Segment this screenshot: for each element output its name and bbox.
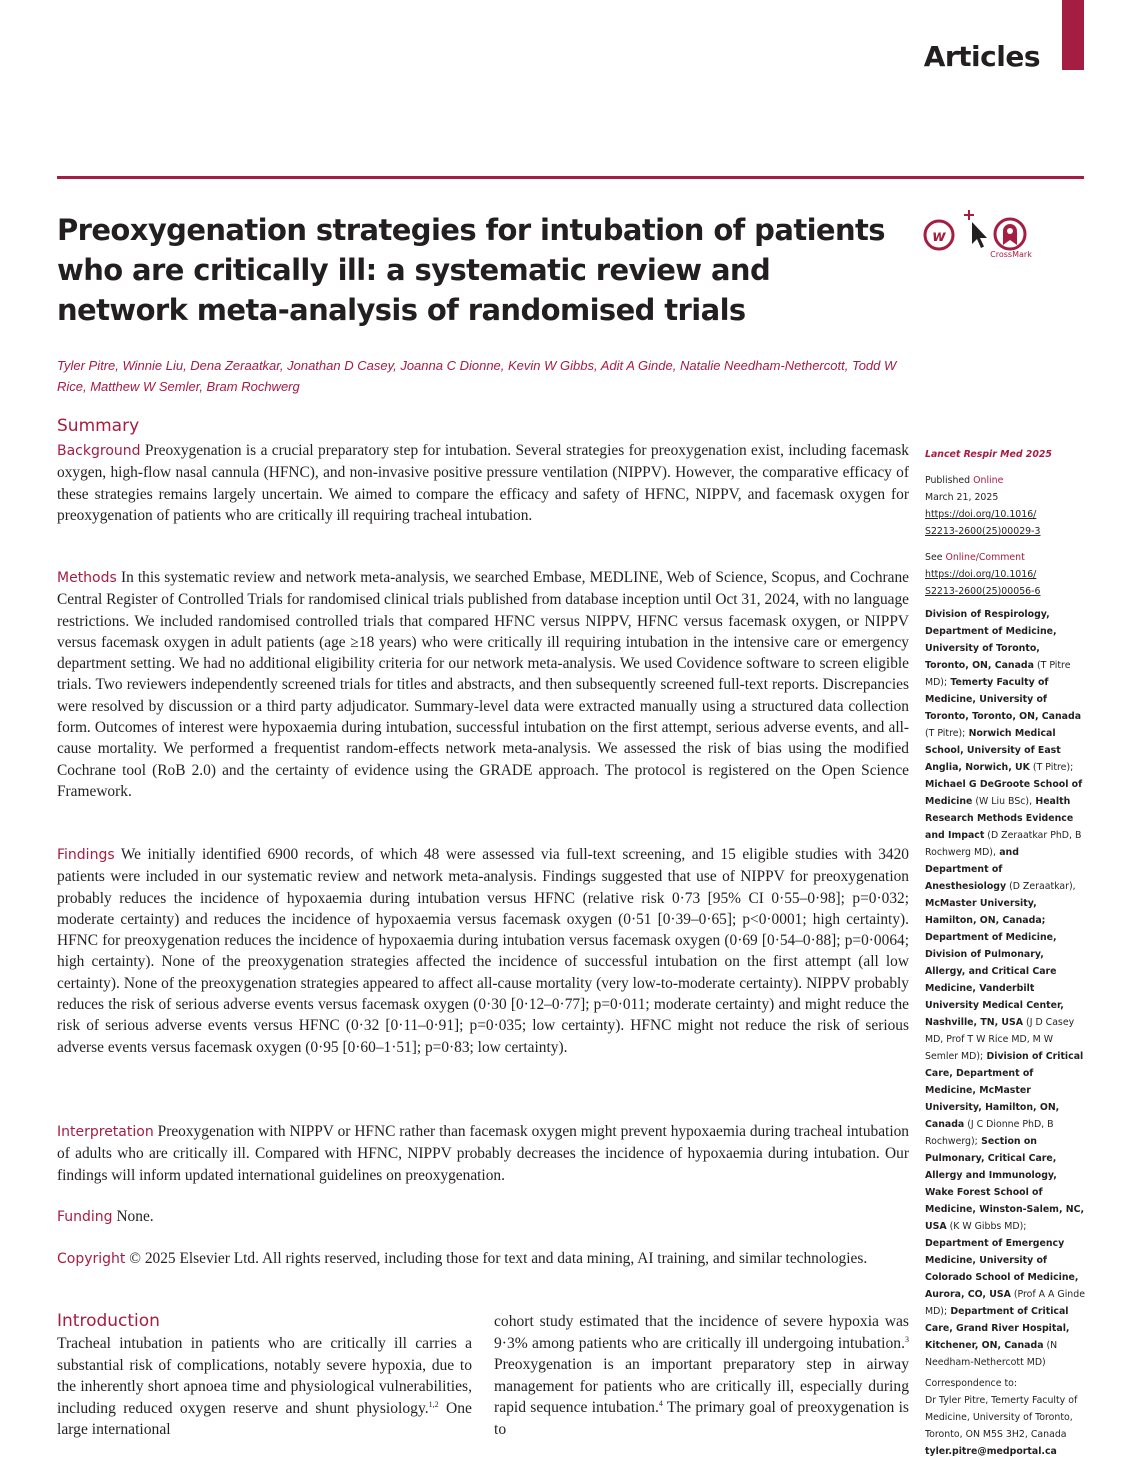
affiliation-authors: (J D Casey MD, Prof T W Rice MD, M W Semler MD); [925, 1017, 1075, 1062]
doi-link-comment[interactable]: https://doi.org/10.1016/ [925, 569, 1037, 580]
affiliation-name: Section on Pulmonary, Critical Care, Allergy and Immunology, Wake Forest School of Medicine, Winston-Salem, NC, USA [925, 1136, 1085, 1232]
doi-link-comment-cont[interactable]: S2213-2600(25)00056-6 [925, 586, 1041, 597]
cursor-icon[interactable] [960, 208, 990, 250]
article-title: Preoxygenation strategies for intubation of patients who are critically ill: a systematic review and network meta-analysis of randomised trials [57, 213, 885, 327]
article-icons [922, 208, 1042, 260]
svg-text:w: w [932, 227, 946, 245]
open-access-icon[interactable] [922, 218, 956, 252]
header-rule [57, 176, 1084, 179]
abstract-copyright [57, 1248, 909, 1270]
affiliation-name: Division of Critical Care, Department of Medicine, McMaster University, Hamilton, ON, Canada [925, 1051, 1084, 1130]
affiliation-authors: (Prof A A Ginde MD); [925, 1289, 1085, 1317]
affiliation-name: McMaster University, Hamilton, ON, Canada; Department of Medicine, Division of Pulmonary, Allergy, and Critical Care Medicine, Vanderbilt University Medical Center, Nashville, TN, USA [925, 898, 1064, 1028]
affiliation-authors: (W Liu BSc), [972, 796, 1033, 807]
findings-label: Findings [57, 847, 115, 863]
affiliation-authors: (D Zeraatkar PhD, B Rochwerg MD), [925, 830, 1082, 858]
journal-citation: Lancet Respir Med 2025 [925, 449, 1052, 460]
published-prefix: Published [925, 475, 974, 486]
copyright-label: Copyright [57, 1251, 126, 1267]
corner-accent-bar [1062, 0, 1084, 70]
affiliation-name: Health Research Methods Evidence and Impact [925, 796, 1074, 841]
intro-text: One large international [57, 1399, 472, 1439]
abstract-findings [57, 844, 909, 1058]
affiliation-authors: (T Pitre MD); [925, 660, 1071, 688]
affiliation-name: Norwich Medical School, University of East Anglia, Norwich, UK [925, 728, 1061, 773]
author-list: Tyler Pitre, Winnie Liu, Dena Zeraatkar, Jonathan D Casey, Joanna C Dionne, Kevin W Gibbs, Adit A Ginde, Natalie Needham-Nethercott, Todd W Rice, Matthew W Semler, Bram Rochwerg [57, 358, 897, 394]
interpretation-label: Interpretation [57, 1124, 154, 1140]
background-label: Background [57, 443, 141, 459]
abstract-methods [57, 567, 909, 802]
affiliation-name: and Department of Anesthesiology [925, 847, 1019, 892]
introduction-heading: Introduction [57, 1311, 160, 1331]
citation-ref[interactable]: 3 [905, 1334, 909, 1344]
see-comment-link[interactable]: Online/Comment [945, 552, 1025, 563]
affiliation-name: Temerty Faculty of Medicine, University of Toronto, Toronto, ON, Canada [925, 677, 1082, 722]
methods-label: Methods [57, 570, 117, 586]
intro-text: Preoxygenation is an important preparatory step in airway management for patients who are critically ill, especially during rapid sequence intubation. [494, 1356, 909, 1417]
intro-column-1 [57, 1333, 472, 1441]
affiliation-authors: (J C Dionne PhD, B Rochwerg); [925, 1119, 1054, 1147]
affiliations [925, 606, 1085, 1371]
affiliation-authors: (N Needham-Nethercott MD) [925, 1340, 1058, 1368]
affiliation-name: Division of Respirology, Department of Medicine, University of Toronto, Toronto, ON, Canada [925, 609, 1057, 671]
doi-link-article-cont[interactable]: S2213-2600(25)00029-3 [925, 526, 1041, 537]
intro-text: Tracheal intubation in patients who are critically ill carries a substantial risk of complications, notably severe hypoxia, due to the inherently short apnoea time and physiological vulnerabilities, including reduced oxygen reserve and shunt physiology. [57, 1335, 472, 1417]
published-date: March 21, 2025 [925, 492, 999, 503]
intro-text: cohort study estimated that the incidence of severe hypoxia was 9·3% among patients who are critically ill undergoing intubation. [494, 1313, 909, 1352]
affiliation-authors: (D Zeraatkar), [1006, 881, 1076, 892]
methods-text: In this systematic review and network meta-analysis, we searched Embase, MEDLINE, Web of Science, Scopus, and Cochrane Central Register of Controlled Trials for randomised clinical trials published from database inception until Oct 31, 2024, with no language restrictions. We included randomised controlled trials that compared HFNC versus NIPPV, HFNC versus facemask oxygen, or NIPPV versus facemask oxygen in adult patients (age ≥18 years) who were critically ill requiring intubation in the intensive care or emergency department setting. We had no additional eligibility criteria for our network meta-analysis. We used Covidence software to screen eligible trials. Two reviewers independently screened trials for titles and abstracts, and then subsequently screened full-text reports. Discrepancies were resolved by discussion or a third party adjudicator. Summary-level data were extracted manually using a structured data collection form. Outcomes of interest were hypoxaemia during intubation, successful intubation on the first attempt, serious adverse events, and all-cause mortality. We performed a frequentist random-effects network meta-analysis. We assessed the risk of bias using the modified Cochrane tool (RoB 2.0) and the certainty of evidence using the GRADE approach. The protocol is registered on the Open Science Framework. [57, 569, 909, 800]
affiliation-name: Department of Critical Care, Grand River Hospital, Kitchener, ON, Canada [925, 1306, 1070, 1351]
abstract-interpretation [57, 1121, 909, 1186]
correspondence-email[interactable]: tyler.pitre@medportal.ca [925, 1446, 1057, 1457]
copyright-text: © 2025 Elsevier Ltd. All rights reserved, including those for text and data mining, AI training, and similar technologies. [129, 1250, 868, 1267]
see-prefix: See [925, 552, 946, 563]
summary-heading: Summary [57, 416, 140, 436]
sidebar-notes [925, 446, 1085, 1460]
affiliation-authors: (K W Gibbs MD); [946, 1221, 1027, 1232]
affiliation-name: Department of Emergency Medicine, University of Colorado School of Medicine, Aurora, CO, USA [925, 1238, 1079, 1300]
findings-text: We initially identified 6900 records, of which 48 were assessed via full-text screening, and 15 eligible studies with 3420 patients were included in our systematic review and network meta-analysis. Findings suggested that use of NIPPV for preoxygenation probably reduces the incidence of hypoxaemia during intubation versus HFNC (relative risk 0·73 [95% CI 0·55–0·98]; p=0·032; moderate certainty) and reduces the incidence of hypoxaemia versus facemask oxygen (0·51 [0·39–0·65]; p<0·0001; high certainty). HFNC for preoxygenation reduces the incidence of hypoxaemia during intubation versus facemask oxygen (0·69 [0·54–0·88]; p=0·0064; high certainty). None of the preoxygenation strategies affected the incidence of successful intubation on the first attempt (all low certainty). None of the preoxygenation strategies appeared to affect all-cause mortality (very low-to-moderate certainty). NIPPV probably reduces the risk of serious adverse events versus facemask oxygen (0·30 [0·12–0·77]; p=0·011; moderate certainty) and might reduce the risk of serious adverse events versus HFNC (0·32 [0·11–0·91]; p=0·035; low certainty). HFNC might not reduce the risk of serious adverse events versus facemask oxygen (0·95 [0·60–1·51]; p=0·83; low certainty). [57, 846, 909, 1056]
citation-ref[interactable]: 1,2 [428, 1399, 439, 1409]
section-label: Articles [923, 40, 1040, 73]
see-comment-line [925, 549, 1085, 566]
published-line [925, 472, 1085, 489]
affiliation-authors: (T Pitre); [1029, 762, 1074, 773]
crossmark-label: CrossMark [990, 250, 1032, 259]
abstract-background [57, 440, 909, 526]
correspondence-label: Correspondence to: [925, 1378, 1018, 1389]
abstract-funding [57, 1206, 909, 1228]
funding-text: None. [116, 1208, 154, 1225]
interpretation-text: Preoxygenation with NIPPV or HFNC rather than facemask oxygen might prevent hypoxaemia during tracheal intubation of adults who are critically ill. Compared with HFNC, NIPPV probably decreases the incidence of hypoxaemia during intubation. Our findings will inform updated international guidelines on preoxygenation. [57, 1123, 909, 1184]
doi-link-article[interactable]: https://doi.org/10.1016/ [925, 509, 1037, 520]
published-online: Online [973, 475, 1004, 486]
funding-label: Funding [57, 1209, 113, 1225]
intro-column-2 [494, 1311, 909, 1441]
background-text: Preoxygenation is a crucial preparatory step for intubation. Several strategies for preoxygenation exist, including facemask oxygen, high-flow nasal cannula (HFNC), and non-invasive positive pressure ventilation (NIPPV). However, the comparative efficacy of these strategies remains largely uncertain. We aimed to compare the efficacy and safety of HFNC, NIPPV, and facemask oxygen for preoxygenation of patients who are critically ill requiring tracheal intubation. [57, 442, 909, 524]
affiliation-name: Michael G DeGroote School of Medicine [925, 779, 1083, 807]
crossmark-icon[interactable] [992, 216, 1028, 252]
affiliation-authors: (T Pitre); [925, 728, 966, 739]
citation-ref[interactable]: 4 [658, 1399, 663, 1409]
intro-text: The primary goal of preoxygenation is to [494, 1399, 909, 1438]
correspondence-address: Dr Tyler Pitre, Temerty Faculty of Medicine, University of Toronto, Toronto, ON M5S 3H2, Canada [925, 1395, 1078, 1440]
